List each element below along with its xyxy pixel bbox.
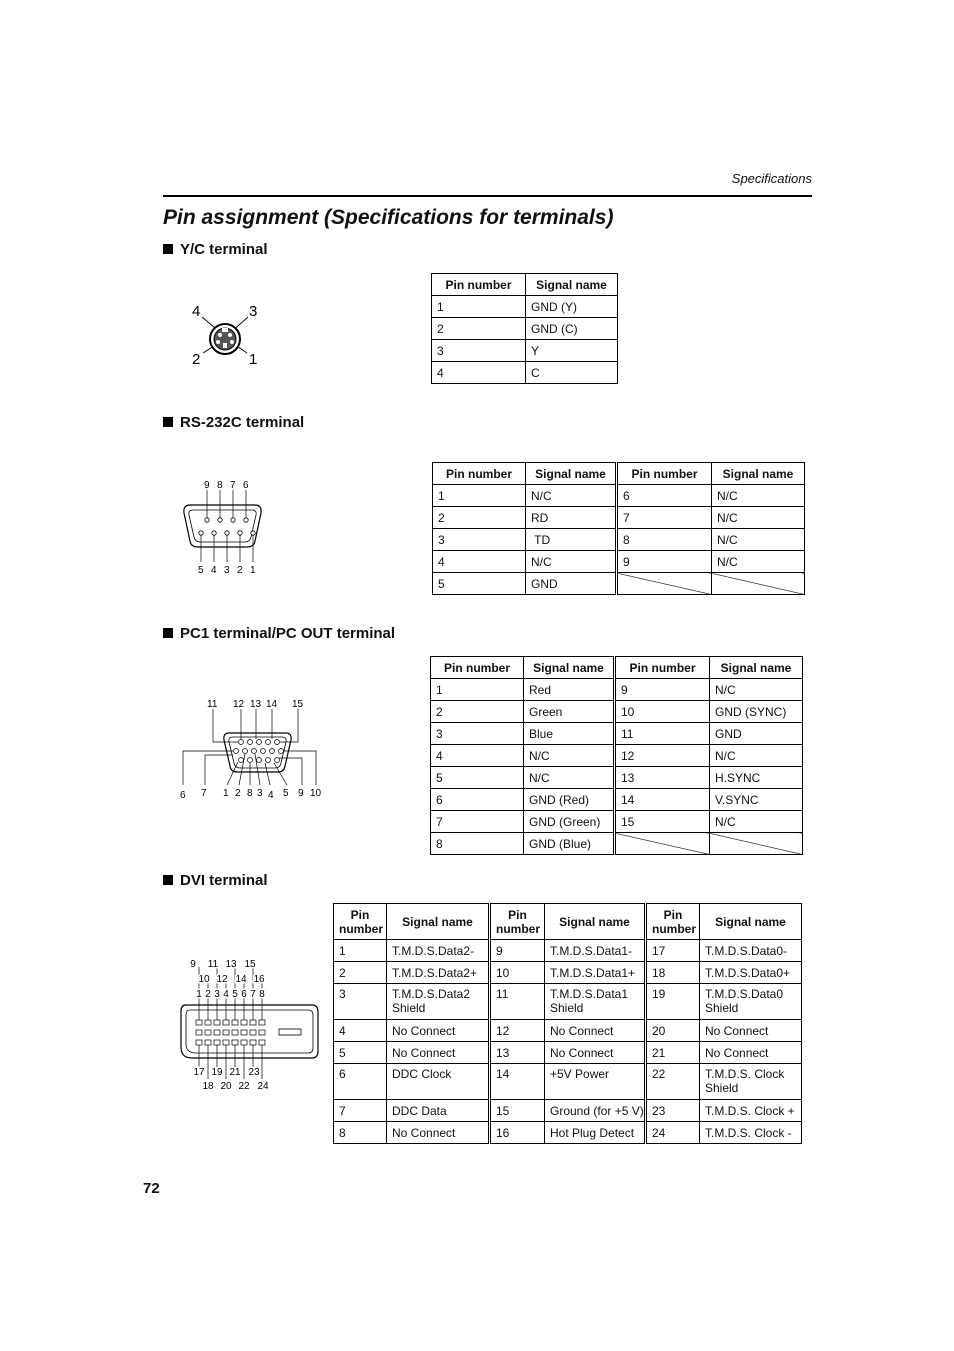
signal-name-cell: C — [526, 362, 618, 384]
pc1-pin-label: 5 — [283, 788, 289, 799]
dvi-pin-label: 3 — [214, 989, 220, 1000]
table-row — [431, 745, 803, 767]
signal-name-cell: Green — [524, 701, 615, 723]
table-row — [432, 340, 618, 362]
pin-number-cell: 20 — [646, 1020, 700, 1042]
table-row — [431, 833, 803, 855]
empty-cell — [710, 833, 803, 855]
dvi-connector-diagram — [172, 955, 322, 1095]
dvi-pin-label: 20 — [220, 1081, 232, 1092]
rs232c-pin-table — [432, 462, 805, 595]
table-row — [334, 940, 802, 962]
rs232c-pin-label: 1 — [250, 565, 256, 576]
yc-pin-label: 2 — [192, 351, 201, 368]
dvi-pin-table — [333, 903, 802, 1144]
table-header: Signal name — [526, 274, 618, 296]
dvi-pin-label: 13 — [225, 959, 237, 970]
table-header: Pin number — [334, 904, 387, 940]
pin-number-cell: 14 — [615, 789, 710, 811]
signal-name-cell: Y — [526, 340, 618, 362]
rs232c-pin-label: 6 — [243, 480, 249, 491]
table-header: Pin number — [490, 904, 545, 940]
pc1-pin-label: 4 — [268, 790, 274, 801]
signal-name-cell: Ground (for +5 V) — [545, 1100, 646, 1122]
dvi-pin-label: 21 — [229, 1067, 241, 1078]
pc1-pin-label: 15 — [292, 699, 304, 710]
yc-pin-label: 1 — [249, 351, 258, 368]
table-row — [431, 767, 803, 789]
pin-number-cell: 9 — [490, 940, 545, 962]
signal-name-cell: T.M.D.S.Data2 Shield — [387, 984, 490, 1020]
signal-name-cell: T.M.D.S.Data2- — [387, 940, 490, 962]
pin-number-cell: 2 — [431, 701, 524, 723]
signal-name-cell: T.M.D.S.Data1 Shield — [545, 984, 646, 1020]
pin-number-cell: 6 — [431, 789, 524, 811]
pc1-heading-label: PC1 terminal/PC OUT terminal — [180, 625, 396, 642]
pc1-pin-label: 1 — [223, 788, 229, 799]
signal-name-cell: N/C — [712, 507, 805, 529]
dvi-pin-label: 18 — [202, 1081, 214, 1092]
dvi-pin-label: 9 — [190, 959, 196, 970]
table-row — [433, 529, 805, 551]
empty-cell — [617, 573, 712, 595]
section-heading-yc — [163, 241, 268, 258]
signal-name-cell: GND (SYNC) — [710, 701, 803, 723]
empty-cell — [712, 573, 805, 595]
pc1-pin-table — [430, 656, 803, 855]
signal-name-cell: DDC Data — [387, 1100, 490, 1122]
pin-number-cell: 12 — [615, 745, 710, 767]
dvi-pin-label: 15 — [244, 959, 256, 970]
signal-name-cell: N/C — [712, 529, 805, 551]
rs232c-pin-label: 3 — [224, 565, 230, 576]
signal-name-cell: T.M.D.S.Data2+ — [387, 962, 490, 984]
dvi-pin-label: 11 — [207, 959, 219, 970]
table-header: Signal name — [712, 463, 805, 485]
table-row — [431, 789, 803, 811]
pin-number-cell: 24 — [646, 1122, 700, 1144]
pin-number-cell: 3 — [334, 984, 387, 1020]
table-header: Pin number — [431, 657, 524, 679]
pin-number-cell: 9 — [617, 551, 712, 573]
dvi-pin-label: 23 — [248, 1067, 260, 1078]
pin-number-cell: 9 — [615, 679, 710, 701]
empty-cell — [615, 833, 710, 855]
signal-name-cell: No Connect — [700, 1020, 802, 1042]
section-heading-rs232c — [163, 414, 304, 431]
yc-heading-label: Y/C terminal — [180, 241, 268, 258]
signal-name-cell: GND (Green) — [524, 811, 615, 833]
signal-name-cell: T.M.D.S.Data0- — [700, 940, 802, 962]
table-row — [334, 962, 802, 984]
pin-number-cell: 2 — [432, 318, 526, 340]
bullet-square-icon — [163, 628, 173, 638]
dvi-pin-label: 7 — [250, 989, 256, 1000]
signal-name-cell: GND — [526, 573, 617, 595]
pin-number-cell: 7 — [431, 811, 524, 833]
page-title: Pin assignment (Specifications for terminals) — [163, 206, 614, 229]
dvi-pin-label: 6 — [241, 989, 247, 1000]
signal-name-cell: RD — [526, 507, 617, 529]
pin-number-cell: 8 — [617, 529, 712, 551]
rs232c-pin-label: 8 — [217, 480, 223, 491]
signal-name-cell: T.M.D.S. Clock + — [700, 1100, 802, 1122]
pin-number-cell: 2 — [433, 507, 526, 529]
signal-name-cell: N/C — [712, 551, 805, 573]
pin-number-cell: 15 — [615, 811, 710, 833]
signal-name-cell: No Connect — [387, 1020, 490, 1042]
table-row — [431, 679, 803, 701]
pin-number-cell: 3 — [433, 529, 526, 551]
pin-number-cell: 13 — [615, 767, 710, 789]
rs232c-pin-label: 5 — [198, 565, 204, 576]
dvi-pin-label: 16 — [253, 974, 265, 985]
pin-number-cell: 23 — [646, 1100, 700, 1122]
table-header: Pin number — [617, 463, 712, 485]
pc1-pin-label: 2 — [235, 788, 241, 799]
signal-name-cell: GND (Blue) — [524, 833, 615, 855]
pin-number-cell: 4 — [334, 1020, 387, 1042]
bullet-square-icon — [163, 875, 173, 885]
dvi-pin-label: 19 — [211, 1067, 223, 1078]
yc-pin-label: 3 — [249, 303, 258, 320]
dvi-pin-label: 14 — [235, 974, 247, 985]
table-row — [433, 551, 805, 573]
signal-name-cell: H.SYNC — [710, 767, 803, 789]
pin-number-cell: 13 — [490, 1042, 545, 1064]
pin-number-cell: 15 — [490, 1100, 545, 1122]
table-header: Pin number — [615, 657, 710, 679]
table-row — [431, 701, 803, 723]
table-row — [432, 318, 618, 340]
rs232c-pin-label: 7 — [230, 480, 236, 491]
signal-name-cell: Red — [524, 679, 615, 701]
signal-name-cell: N/C — [710, 745, 803, 767]
pin-number-cell: 8 — [431, 833, 524, 855]
signal-name-cell: T.M.D.S.Data1- — [545, 940, 646, 962]
rs232c-connector-diagram — [180, 475, 270, 580]
section-heading-pc1 — [163, 625, 395, 642]
pin-number-cell: 1 — [432, 296, 526, 318]
table-row — [431, 811, 803, 833]
dvi-pin-label: 10 — [198, 974, 210, 985]
pin-number-cell: 3 — [431, 723, 524, 745]
yc-connector-diagram — [180, 295, 280, 375]
pc1-pin-label: 6 — [180, 790, 186, 801]
table-row — [334, 1064, 802, 1100]
pc1-pin-label: 11 — [207, 699, 218, 710]
table-row — [432, 362, 618, 384]
pin-number-cell: 2 — [334, 962, 387, 984]
table-row — [334, 1100, 802, 1122]
signal-name-cell: GND (C) — [526, 318, 618, 340]
dvi-pin-label: 8 — [259, 989, 265, 1000]
pin-number-cell: 10 — [615, 701, 710, 723]
signal-name-cell: GND (Red) — [524, 789, 615, 811]
pc1-pin-label: 8 — [247, 788, 253, 799]
pin-number-cell: 5 — [431, 767, 524, 789]
pin-number-cell: 5 — [433, 573, 526, 595]
signal-name-cell: No Connect — [700, 1042, 802, 1064]
pc1-pin-label: 12 — [233, 699, 245, 710]
table-header: Signal name — [710, 657, 803, 679]
pin-number-cell: 14 — [490, 1064, 545, 1100]
page-number: 72 — [143, 1180, 160, 1197]
table-header: Signal name — [524, 657, 615, 679]
dvi-heading-label: DVI terminal — [180, 872, 268, 889]
pin-number-cell: 16 — [490, 1122, 545, 1144]
signal-name-cell: N/C — [526, 551, 617, 573]
signal-name-cell: T.M.D.S. Clock Shield — [700, 1064, 802, 1100]
pin-number-cell: 10 — [490, 962, 545, 984]
signal-name-cell: No Connect — [545, 1042, 646, 1064]
signal-name-cell: No Connect — [387, 1042, 490, 1064]
signal-name-cell: Blue — [524, 723, 615, 745]
pin-number-cell: 1 — [431, 679, 524, 701]
table-row — [431, 723, 803, 745]
yc-pin-label: 4 — [192, 303, 201, 320]
pin-number-cell: 17 — [646, 940, 700, 962]
dvi-pin-label: 4 — [223, 989, 229, 1000]
table-row — [433, 507, 805, 529]
signal-name-cell: No Connect — [387, 1122, 490, 1144]
table-row — [334, 1042, 802, 1064]
table-row — [432, 296, 618, 318]
header-rule — [163, 195, 812, 197]
signal-name-cell: N/C — [710, 811, 803, 833]
signal-name-cell: N/C — [712, 485, 805, 507]
dvi-pin-label: 24 — [257, 1081, 269, 1092]
table-header: Signal name — [545, 904, 646, 940]
signal-name-cell: T.M.D.S. Clock - — [700, 1122, 802, 1144]
pin-number-cell: 8 — [334, 1122, 387, 1144]
dvi-pin-label: 12 — [216, 974, 228, 985]
pin-number-cell: 11 — [615, 723, 710, 745]
pc1-pin-label: 9 — [298, 788, 304, 799]
signal-name-cell: N/C — [524, 767, 615, 789]
table-header: Signal name — [526, 463, 617, 485]
yc-pin-table — [431, 273, 618, 384]
signal-name-cell: +5V Power — [545, 1064, 646, 1100]
pin-number-cell: 4 — [431, 745, 524, 767]
pin-number-cell: 1 — [334, 940, 387, 962]
pc1-pin-label: 7 — [201, 788, 207, 799]
dvi-pin-label: 2 — [205, 989, 211, 1000]
pin-number-cell: 5 — [334, 1042, 387, 1064]
signal-name-cell: TD — [526, 529, 617, 551]
rs232c-pin-label: 9 — [204, 480, 210, 491]
pin-number-cell: 6 — [617, 485, 712, 507]
signal-name-cell: GND — [710, 723, 803, 745]
dvi-pin-label: 22 — [238, 1081, 250, 1092]
signal-name-cell: N/C — [710, 679, 803, 701]
signal-name-cell: T.M.D.S.Data1+ — [545, 962, 646, 984]
pc1-pin-label: 3 — [257, 788, 263, 799]
signal-name-cell: V.SYNC — [710, 789, 803, 811]
pin-number-cell: 22 — [646, 1064, 700, 1100]
dvi-pin-label: 1 — [196, 989, 202, 1000]
signal-name-cell: T.M.D.S.Data0+ — [700, 962, 802, 984]
table-header: Signal name — [700, 904, 802, 940]
signal-name-cell: N/C — [524, 745, 615, 767]
pc1-pin-label: 13 — [250, 699, 262, 710]
pc1-connector-diagram — [175, 695, 330, 805]
table-header: Pin number — [432, 274, 526, 296]
table-row — [334, 984, 802, 1020]
pin-number-cell: 7 — [617, 507, 712, 529]
dvi-pin-label: 5 — [232, 989, 238, 1000]
pin-number-cell: 7 — [334, 1100, 387, 1122]
pc1-pin-label: 10 — [310, 788, 322, 799]
signal-name-cell: DDC Clock — [387, 1064, 490, 1100]
dvi-pin-label: 17 — [193, 1067, 205, 1078]
table-row — [433, 573, 805, 595]
table-header: Pin number — [646, 904, 700, 940]
signal-name-cell: GND (Y) — [526, 296, 618, 318]
table-header: Signal name — [387, 904, 490, 940]
rs232c-pin-label: 4 — [211, 565, 217, 576]
bullet-square-icon — [163, 417, 173, 427]
pin-number-cell: 18 — [646, 962, 700, 984]
table-header: Pin number — [433, 463, 526, 485]
pin-number-cell: 4 — [432, 362, 526, 384]
pin-number-cell: 1 — [433, 485, 526, 507]
bullet-square-icon — [163, 244, 173, 254]
rs232c-pin-label: 2 — [237, 565, 243, 576]
signal-name-cell: T.M.D.S.Data0 Shield — [700, 984, 802, 1020]
signal-name-cell: Hot Plug Detect — [545, 1122, 646, 1144]
table-row — [334, 1122, 802, 1144]
pin-number-cell: 21 — [646, 1042, 700, 1064]
pin-number-cell: 4 — [433, 551, 526, 573]
rs232c-heading-label: RS-232C terminal — [180, 414, 305, 431]
table-row — [433, 485, 805, 507]
table-row — [334, 1020, 802, 1042]
pin-number-cell: 3 — [432, 340, 526, 362]
signal-name-cell: N/C — [526, 485, 617, 507]
pin-number-cell: 6 — [334, 1064, 387, 1100]
running-head: Specifications — [731, 171, 812, 186]
section-heading-dvi — [163, 872, 268, 889]
pin-number-cell: 12 — [490, 1020, 545, 1042]
signal-name-cell: No Connect — [545, 1020, 646, 1042]
pc1-pin-label: 14 — [266, 699, 278, 710]
pin-number-cell: 19 — [646, 984, 700, 1020]
pin-number-cell: 11 — [490, 984, 545, 1020]
